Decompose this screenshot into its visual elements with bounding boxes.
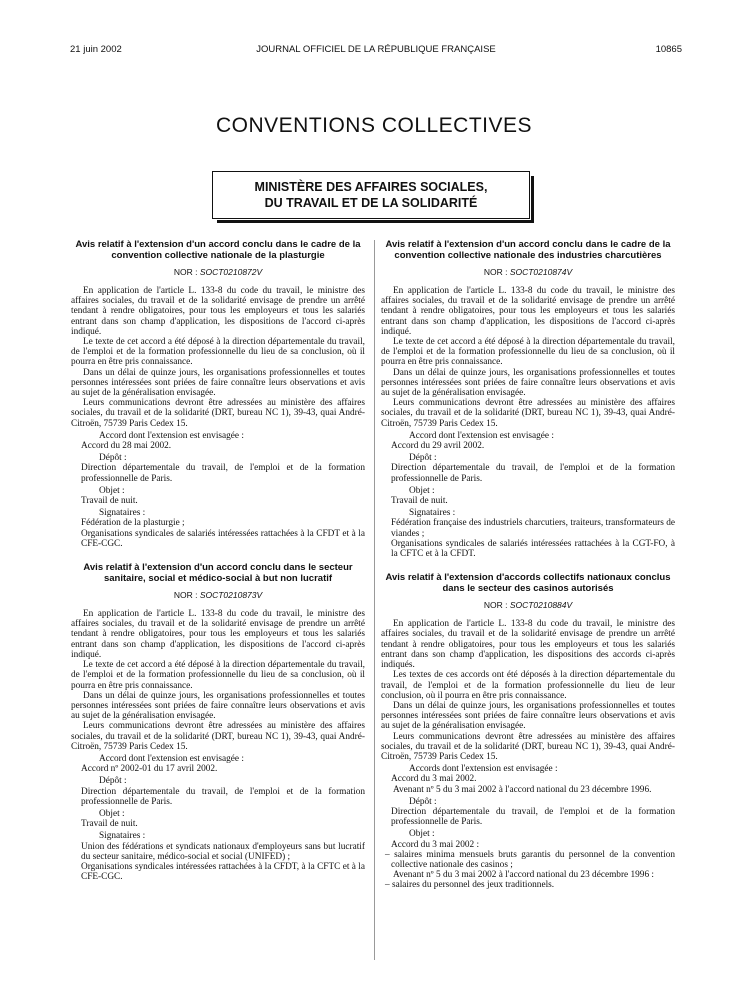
accord-label: Accords dont l'extension est envisagée : [409, 764, 558, 775]
nor-reference [381, 600, 675, 610]
header-page-number: 10865 [655, 44, 682, 55]
objet-label: Objet : [409, 485, 435, 496]
accord-value: Accord du 28 mai 2002. [81, 441, 172, 452]
paragraph: Dans un délai de quinze jours, les organisations professionnelles et toutes personnes intéressées sont priées de faire connaître leurs observations et avis au sujet de la généralisation envisagée. [71, 690, 365, 722]
nor-code: SOCT0210873V [199, 590, 263, 601]
paragraph: En application de l'article L. 133-8 du code du travail, le ministre des affaires sociales, du travail et de la solidarité envisage de prendre un arrêté tendant à rendre obligatoires, pour tous les employeurs et tous les salariés entrant dans son champ d'application, les dispositions de l'accord ci-après indiqué. [381, 286, 675, 337]
depot-label: Dépôt : [99, 776, 127, 787]
page-header [70, 44, 682, 58]
paragraph: Leurs communications devront être adressées au ministère des affaires sociales, du travail et de la solidarité (DRT, bureau NC 1), 39-43, quai André-Citroën, 75739 Paris Cedex 15. [71, 398, 365, 429]
notice-casinos [381, 573, 675, 890]
objet-label: Objet : [99, 808, 125, 819]
objet-detail: – salaires minima mensuels bruts garantis du personnel de la convention collective nationale des casinos ; [385, 849, 675, 870]
paragraph: Dans un délai de quinze jours, les organisations professionnelles et toutes personnes intéressées sont priées de faire connaître leurs observations et avis au sujet de la généralisation envisagée. [71, 367, 365, 399]
paragraph: Leurs communications devront être adressées au ministère des affaires sociales, du travail et de la solidarité (DRT, bureau NC 1), 39-43, quai André-Citroën, 75739 Paris Cedex 15. [71, 721, 365, 752]
signataire-value: Union des fédérations et syndicats nationaux d'employeurs sans but lucratif du secteur sanitaire, médico-social et social (UNIFED) ; [81, 841, 365, 862]
objet-label: Objet : [99, 485, 125, 496]
notice-charcutieres [381, 240, 675, 559]
header-journal-title: JOURNAL OFFICIEL DE LA RÉPUBLIQUE FRANÇAISE [256, 44, 496, 55]
depot-value: Direction départementale du travail, de l'emploi et de la formation professionnelle de Paris. [81, 463, 365, 484]
paragraph: En application de l'article L. 133-8 du code du travail, le ministre des affaires sociales, du travail et de la solidarité envisage de prendre un arrêté tendant à rendre obligatoires, pour tous les employeurs et tous les salariés entrant dans son champ d'application, les dispositions de l'accord ci-après indiqué. [71, 609, 365, 660]
notice-title: Avis relatif à l'extension d'accords collectifs nationaux conclus dans le secteur des casinos autorisés [385, 572, 671, 594]
signataire-value: Fédération de la plasturgie ; [81, 518, 185, 529]
nor-code: SOCT0210884V [509, 600, 573, 611]
right-column [374, 240, 675, 960]
nor-reference [71, 267, 365, 277]
objet-label: Objet : [409, 829, 435, 840]
signataire-value: Organisations syndicales de salariés intéressées rattachées à la CFDT et à la CFE-CGC. [81, 528, 365, 549]
depot-label: Dépôt : [409, 796, 437, 807]
objet-value: Travail de nuit. [81, 819, 138, 830]
notice-sanitaire-social [71, 563, 365, 882]
depot-label: Dépôt : [99, 453, 127, 464]
depot-value: Direction départementale du travail, de l'emploi et de la formation professionnelle de Paris. [391, 806, 675, 828]
accord-label: Accord dont l'extension est envisagée : [409, 430, 554, 441]
ministry-line-2: DU TRAVAIL ET DE LA SOLIDARITÉ [264, 196, 478, 210]
depot-value: Direction départementale du travail, de l'emploi et de la formation professionnelle de Paris. [391, 463, 675, 484]
nor-reference [381, 267, 675, 277]
ministry-line-1: MINISTÈRE DES AFFAIRES SOCIALES, [254, 180, 488, 194]
ministry-box [212, 171, 530, 219]
signataires-label: Signataires : [99, 508, 146, 519]
paragraph: Dans un délai de quinze jours, les organisations professionnelles et toutes personnes intéressées sont priées de faire connaître leurs observations et avis au sujet de la généralisation envisagée. [381, 367, 675, 399]
paragraph: En application de l'article L. 133-8 du code du travail, le ministre des affaires sociales, du travail et de la solidarité envisage de prendre un arrêté tendant à rendre obligatoires, pour tous les employeurs et tous les salariés entrant dans son champ d'application, les dispositions des accords ci-après indiqués. [381, 619, 675, 671]
paragraph: Le texte de cet accord a été déposé à la direction départementale du travail, de l'emploi et de la formation professionnelle du lieu de sa conclusion, où il pourra en être pris connaissance. [71, 337, 365, 368]
objet-detail: – salaires du personnel des jeux traditionnels. [385, 880, 555, 891]
depot-label: Dépôt : [409, 453, 437, 464]
paragraph: Leurs communications devront être adressées au ministère des affaires sociales, du travail et de la solidarité (DRT, bureau NC 1), 39-43, quai André-Citroën, 75739 Paris Cedex 15. [381, 731, 675, 762]
nor-label: NOR : [173, 590, 198, 601]
depot-value: Direction départementale du travail, de l'emploi et de la formation professionnelle de Paris. [81, 786, 365, 807]
nor-label: NOR : [483, 267, 508, 277]
objet-value: Accord du 3 mai 2002 : [391, 839, 480, 850]
paragraph: Le texte de cet accord a été déposé à la direction départementale du travail, de l'emploi et de la formation professionnelle du lieu de sa conclusion, où il pourra en être pris connaissance. [71, 660, 365, 691]
paragraph: En application de l'article L. 133-8 du code du travail, le ministre des affaires sociales, du travail et de la solidarité envisage de prendre un arrêté tendant à rendre obligatoires, pour tous les employeurs et tous les salariés entrant dans son champ d'application, les dispositions de l'accord ci-après indiqué. [71, 286, 365, 337]
nor-reference [71, 590, 365, 600]
nor-code: SOCT0210872V [199, 267, 263, 277]
objet-value: Avenant nº 5 du 3 mai 2002 à l'accord national du 23 décembre 1996 : [393, 870, 655, 881]
objet-value: Travail de nuit. [391, 496, 448, 507]
paragraph: Les textes de ces accords ont été déposés à la direction départementale du travail, de l'emploi et de la formation professionnelle du lieu de leur conclusion, où il pourra en être pris connaissance. [381, 670, 675, 701]
accord-value: Accord du 29 avril 2002. [391, 441, 485, 452]
header-date: 21 juin 2002 [70, 44, 122, 55]
accord-label: Accord dont l'extension est envisagée : [99, 753, 244, 764]
notice-plasturgie [71, 240, 365, 549]
paragraph: Dans un délai de quinze jours, les organisations professionnelles et toutes personnes intéressées sont priées de faire connaître leurs observations et avis au sujet de la généralisation envisagée. [381, 700, 675, 732]
signataire-value: Organisations syndicales intéressées rattachées à la CFDT, à la CFTC et à la CFE-CGC. [81, 861, 365, 883]
accord-value: Accord nº 2002-01 du 17 avril 2002. [81, 764, 218, 775]
notice-title: Avis relatif à l'extension d'un accord conclu dans le secteur sanitaire, social et médico-social à but non lucratif [83, 562, 353, 584]
objet-value: Travail de nuit. [81, 496, 138, 507]
notice-title: Avis relatif à l'extension d'un accord conclu dans le cadre de la convention collective nationale de la plasturgie [75, 239, 361, 261]
signataire-value: Organisations syndicales de salariés intéressées rattachées à la CGT-FO, à la CFTC et à la CFDT. [391, 538, 675, 560]
accord-value: Accord du 3 mai 2002. [391, 774, 477, 785]
paragraph: Leurs communications devront être adressées au ministère des affaires sociales, du travail et de la solidarité (DRT, bureau NC 1), 39-43, quai André-Citroën, 75739 Paris Cedex 15. [381, 398, 675, 429]
nor-code: SOCT0210874V [509, 267, 573, 277]
nor-label: NOR : [483, 600, 508, 611]
accord-label: Accord dont l'extension est envisagée : [99, 430, 244, 441]
paragraph: Le texte de cet accord a été déposé à la direction départementale du travail, de l'emploi et de la formation professionnelle du lieu de sa conclusion, où il pourra en être pris connaissance. [381, 337, 675, 368]
avenant-value: Avenant nº 5 du 3 mai 2002 à l'accord national du 23 décembre 1996. [393, 784, 652, 795]
section-title: CONVENTIONS COLLECTIVES [215, 114, 533, 137]
signataire-value: Fédération française des industriels charcutiers, traiteurs, transformateurs de viandes ; [391, 518, 675, 539]
nor-label: NOR : [173, 267, 198, 277]
left-column [71, 240, 365, 896]
signataires-label: Signataires : [409, 508, 456, 519]
signataires-label: Signataires : [99, 831, 146, 842]
notice-title: Avis relatif à l'extension d'un accord conclu dans le cadre de la convention collective nationale des industries charcutières [385, 239, 671, 261]
